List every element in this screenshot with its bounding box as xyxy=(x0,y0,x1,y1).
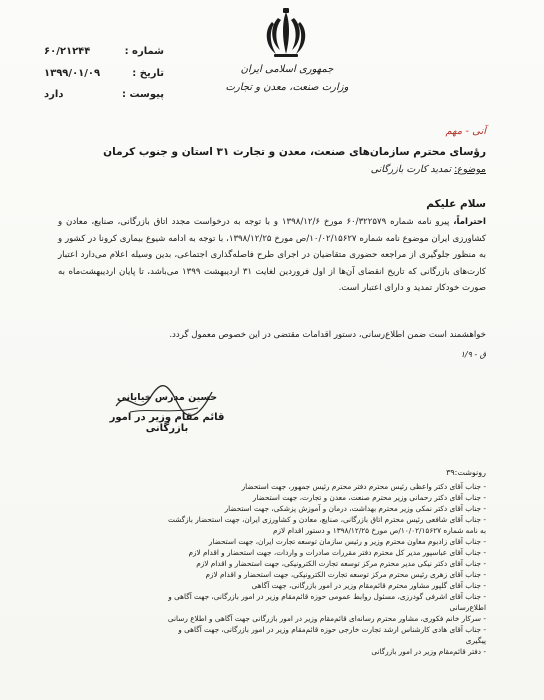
number-label: شماره : xyxy=(124,46,164,57)
subject-line xyxy=(56,164,486,175)
letter-body xyxy=(58,214,486,297)
greeting: سلام علیکم xyxy=(426,198,486,210)
signer-title: قائم مقام وزیر در امور بازرگانی xyxy=(109,412,225,434)
cc-title: رونوشت:۳۹ xyxy=(446,468,486,477)
body-paragraph: پیرو نامه شماره ۶۰/۳۲۲۵۷۹ مورخ ۱۳۹۸/۱۲/۶ و با توجه به درخواست مجدد اتاق بازرگانی، صنایع، معادن و کشاورزی ایران موضوع نامه شماره ۱۰/۰۲/۱۵۶۲۷/ص مورخ ۱۳۹۸/۱۲/۲۵، با توجه به ادامه شیوع بیماری کرونا در کشور و به منظور جلوگیری از مراجعه حضوری متقاضیان در اجرای طرح فاصله‌گذاری اجتماعی، بدین وسیله اعلام می‌دارد اعتبار کارت‌های بازرگانی که تاریخ انقضای آن‌ها از اول فروردین لغایت ۳۱ اردیبهشت ۱۳۹۹ می‌باشد، تا پایان اردیبهشت‌ماه به صورت خودکار تمدید و دارای اعتبار است. xyxy=(58,217,486,294)
attachment-label: پیوست : xyxy=(121,89,164,100)
letter-date-row xyxy=(44,68,164,79)
cc-item: - جناب آقای زهری رئیس محترم مرکز توسعه تجارت الکترونیکی، جهت استحضار و اقدام لازم xyxy=(205,570,486,579)
cc-item: به نامه شماره ۱۰/۰۲/۱۵۶۲۷/ص مورخ ۱۳۹۸/۱۲/۲۵ و دستور اقدام لازم xyxy=(273,526,486,535)
initials-note: ق - ۱/۹ xyxy=(460,350,486,359)
iran-emblem-icon xyxy=(262,8,310,60)
cc-item: - جناب آقای دکتر واعظی رئیس محترم دفتر محترم رئیس جمهور، جهت استحضار xyxy=(241,482,486,491)
cc-item: - جناب آقای دکتر رحمانی وزیر محترم صنعت، معدن و تجارت، جهت استحضار xyxy=(252,493,486,502)
cc-item: - جناب آقای عباسپور مدیر کل محترم دفتر مقررات صادرات و واردات، جهت استحضار و اقدام لازم xyxy=(188,548,486,557)
cc-item: - جناب آقای دکتر نیکی مدیر محترم مرکز توسعه تجارت الکترونیکی، جهت استحضار و اقدام لازم xyxy=(196,559,486,568)
government-title: جمهوری اسلامی ایران xyxy=(240,64,334,75)
cc-item: - جناب آقای شافعی رئیس محترم اتاق بازرگانی، صنایع، معادن و کشاورزی ایران، جهت استحضار بازگشت xyxy=(167,515,486,524)
signer-name: حسین مدرس خیابانی xyxy=(116,392,218,403)
number-value: ۶۰/۲۱۲۴۴ xyxy=(44,46,91,57)
letter-number-row xyxy=(44,46,164,57)
date-value: ۱۳۹۹/۰۱/۰۹ xyxy=(44,68,101,79)
cc-item: - جناب آقای زادبوم معاون محترم وزیر و رئیس سازمان توسعه تجارت ایران، جهت استحضار xyxy=(208,537,486,546)
body-lead: احتراماً، xyxy=(453,217,486,227)
priority-note: آنی - مهم xyxy=(445,126,486,137)
cc-item: - سرکار خانم فکوری، مشاور محترم رسانه‌ای قائم‌مقام وزیر در امور بازرگانی جهت آگاهی و اطلاع رسانی xyxy=(167,614,486,623)
recipient-line: رؤسای محترم سازمان‌های صنعت، معدن و تجارت ۳۱ استان و جنوب کرمان xyxy=(103,146,486,158)
cc-item: اطلاع‌رسانی xyxy=(449,603,486,612)
cc-item: پیگیری xyxy=(465,636,486,645)
cc-list xyxy=(46,481,486,657)
attachment-value: دارد xyxy=(44,89,64,100)
ministry-name: وزارت صنعت، معدن و تجارت xyxy=(225,82,349,93)
cc-item: - جناب آقای هادی کارشناس ارشد تجارت خارجی حوزه قائم‌مقام وزیر در امور بازرگانی، جهت آگاهی و xyxy=(178,625,486,634)
date-label: تاریخ : xyxy=(132,68,164,79)
closing-line: خواهشمند است ضمن اطلاع‌رسانی، دستور اقدامات مقتضی در این خصوص معمول گردد. xyxy=(169,330,486,340)
attachment-row xyxy=(44,89,164,100)
cc-item: - جناب آقای گلپور مشاور محترم قائم‌مقام وزیر در امور بازرگانی، جهت آگاهی xyxy=(251,581,486,590)
subject-value: تمدید کارت بازرگانی xyxy=(370,164,452,175)
cc-item: - جناب آقای اشرفی گودرزی، مسئول روابط عمومی حوزه قائم‌مقام وزیر در امور بازرگانی، جهت آگاهی و xyxy=(168,592,486,601)
cc-item: - دفتر قائم‌مقام وزیر در امور بازرگانی xyxy=(371,647,486,656)
cc-item: - جناب آقای دکتر نمکی وزیر محترم بهداشت، درمان و آموزش پزشکی، جهت استحضار xyxy=(224,504,486,513)
subject-label: موضوع: xyxy=(454,164,486,175)
